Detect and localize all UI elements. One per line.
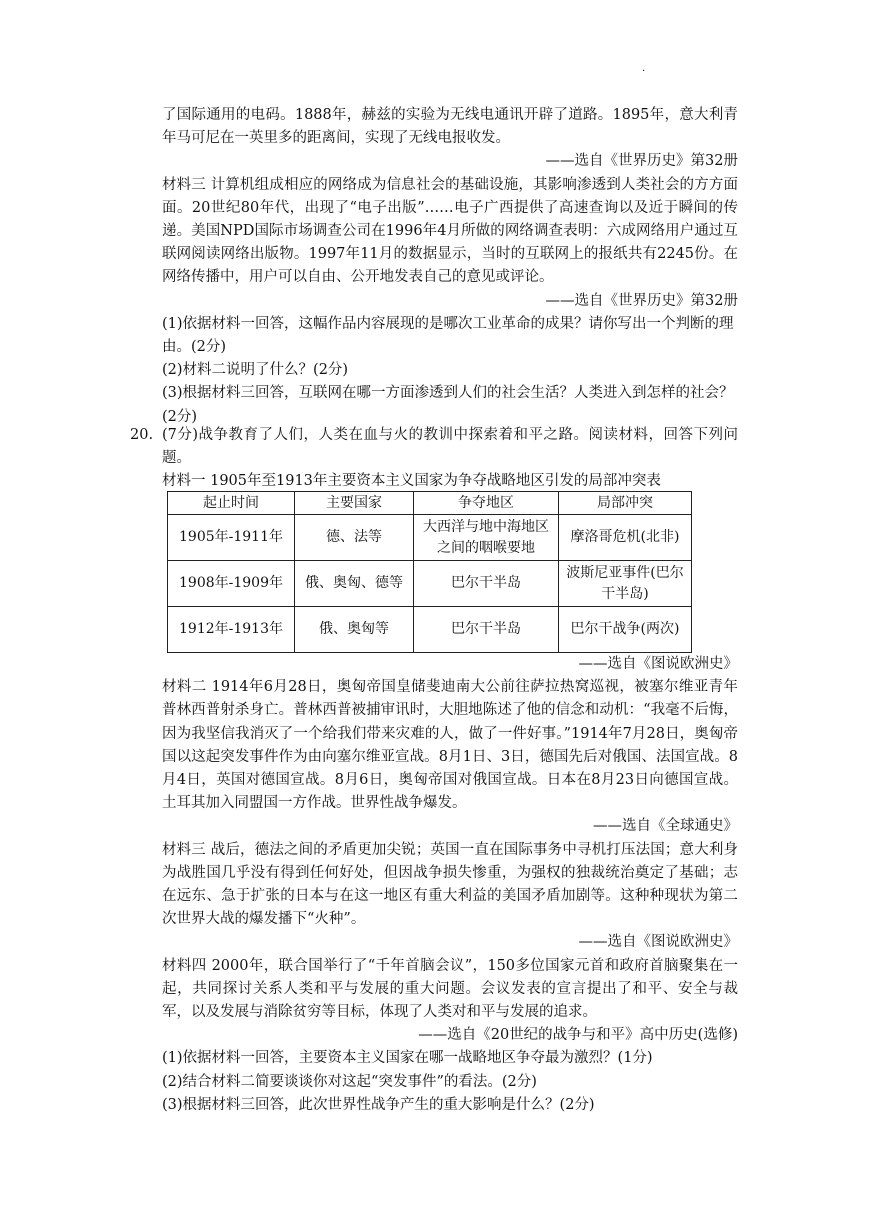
source-material3: ——选自《图说欧洲史》 (578, 934, 738, 951)
table-cell: 巴尔干半岛 (414, 607, 559, 653)
table-cell: 俄、奥匈、德等 (295, 561, 414, 607)
material4-text: 材料四 2000年，联合国举行了“千年首脑会议”，150多位国家元首和政府首脑聚集在一起，共同探讨关系人类和平与发展的重大问题。会议发表的宣言提出了和平、安全与裁军，以及发展与消除贫穷等目标，体现了人类对和平与发展的追求。 (162, 957, 738, 1021)
section-prev-question (162, 104, 738, 429)
table-cell: 巴尔干战争(两次) (559, 607, 692, 653)
table-row (168, 607, 692, 653)
sub-question-2: (2)材料二说明了什么？(2分) (162, 362, 349, 379)
table-cell: 大西洋与地中海地区之间的咽喉要地 (414, 515, 559, 561)
sub-question-2: (2)结合材料二简要谈谈你对这起“突发事件”的看法。(2分) (162, 1073, 537, 1090)
sub-question-3: (3)根据材料三回答，互联网在哪一方面渗透到人们的社会生活？人类进入到怎样的社会？(2分) (162, 385, 734, 425)
table-cell: 摩洛哥危机(北非) (559, 515, 692, 561)
table-cell: 1912年-1913年 (168, 607, 295, 653)
table-cell: 波斯尼亚事件(巴尔干半岛) (559, 561, 692, 607)
table-header-row (168, 492, 692, 515)
question-20-stem: (7分)战争教育了人们，人类在血与火的教训中探索着和平之路。阅读材料，回答下列问题。 (162, 427, 738, 467)
header-period: 起止时间 (168, 492, 295, 515)
source-material1: ——选自《图说欧洲史》 (578, 656, 738, 672)
material1-title: 材料一 1905年至1913年主要资本主义国家为争夺战略地区引发的局部冲突表 (162, 473, 661, 490)
sub-question-1: (1)依据材料一回答，这幅作品内容展现的是哪次工业革命的成果？请你写出一个判断的理由。(2分) (162, 315, 734, 356)
header-region: 争夺地区 (414, 492, 559, 515)
question-20-number: 20. (130, 427, 154, 443)
header-countries: 主要国家 (295, 492, 414, 515)
sub-question-1: (1)依据材料一回答，主要资本主义国家在哪一战略地区争夺最为激烈？(1分) (162, 1050, 653, 1067)
table-cell: 1908年-1909年 (168, 561, 295, 607)
material2-tail: 了国际通用的电码。1888年，赫兹的实验为无线电通讯开辟了道路。1895年，意大利青年马可尼在一英里多的距离间，实现了无线电报收发。 (162, 107, 738, 147)
table-cell: 俄、奥匈等 (295, 607, 414, 653)
top-mark: · (642, 66, 646, 77)
source-material3: ——选自《世界历史》第32册 (545, 292, 738, 309)
material3-text: 材料三 战后，德法之间的矛盾更加尖锐；英国一直在国际事务中寻机打压法国；意大利身为战胜国几乎没有得到任何好处，但因战争损失惨重，为强权的独裁统治奠定了基础；志在远东、急于扩张的日本与在这一地区有重大利益的美国矛盾加剧等。这种种现状为第二次世界大战的爆发播下“火种”。 (162, 841, 738, 928)
material3-text: 材料三 计算机组成相应的网络成为信息社会的基础设施，其影响渗透到人类社会的方方面面。20世纪80年代，出现了“电子出版”……电子广西提供了高速查询以及近于瞬间的传递。美国NPD国际市场调查公司在1996年4月所做的网络调查表明：六成网络用户通过互联网阅读网络出版物。1997年11月的数据显示，当时的互联网上的报纸共有2245份。在网络传播中，用户可以自由、公开地发表自己的意见或评论。 (162, 176, 738, 286)
question-20-materials (162, 653, 738, 1117)
source-material2: ——选自《全球通史》 (593, 818, 738, 835)
table-row (168, 561, 692, 607)
question-20-stem-block (162, 424, 738, 494)
sub-question-3: (3)根据材料三回答，此次世界性战争产生的重大影响是什么？(2分) (162, 1096, 595, 1113)
table-cell: 德、法等 (295, 515, 414, 561)
header-conflict: 局部冲突 (559, 492, 692, 515)
table-cell: 巴尔干半岛 (414, 561, 559, 607)
source-material2: ——选自《世界历史》第32册 (545, 153, 738, 170)
source-material4: ——选自《20世纪的战争与和平》高中历史(选修) (418, 1027, 738, 1044)
table-row (168, 515, 692, 561)
conflict-table (167, 491, 692, 653)
material2-text: 材料二 1914年6月28日，奥匈帝国皇储斐迪南大公前往萨拉热窝巡视，被塞尔维亚青年普林西普射杀身亡。普林西普被捕审讯时，大胆地陈述了他的信念和动机：“我毫不后悔，因为我坚信我消灭了一个给我们带来灾难的人，做了一件好事。”1914年7月28日，奥匈帝国以这起突发事件作为由向塞尔维亚宣战。8月1日、3日，德国先后对俄国、法国宣战。8月4日，英国对德国宣战。8月6日，奥匈帝国对俄国宣战。日本在8月23日向德国宣战。土耳其加入同盟国一方作战。世界性战争爆发。 (162, 679, 738, 812)
table-cell: 1905年-1911年 (168, 515, 295, 561)
